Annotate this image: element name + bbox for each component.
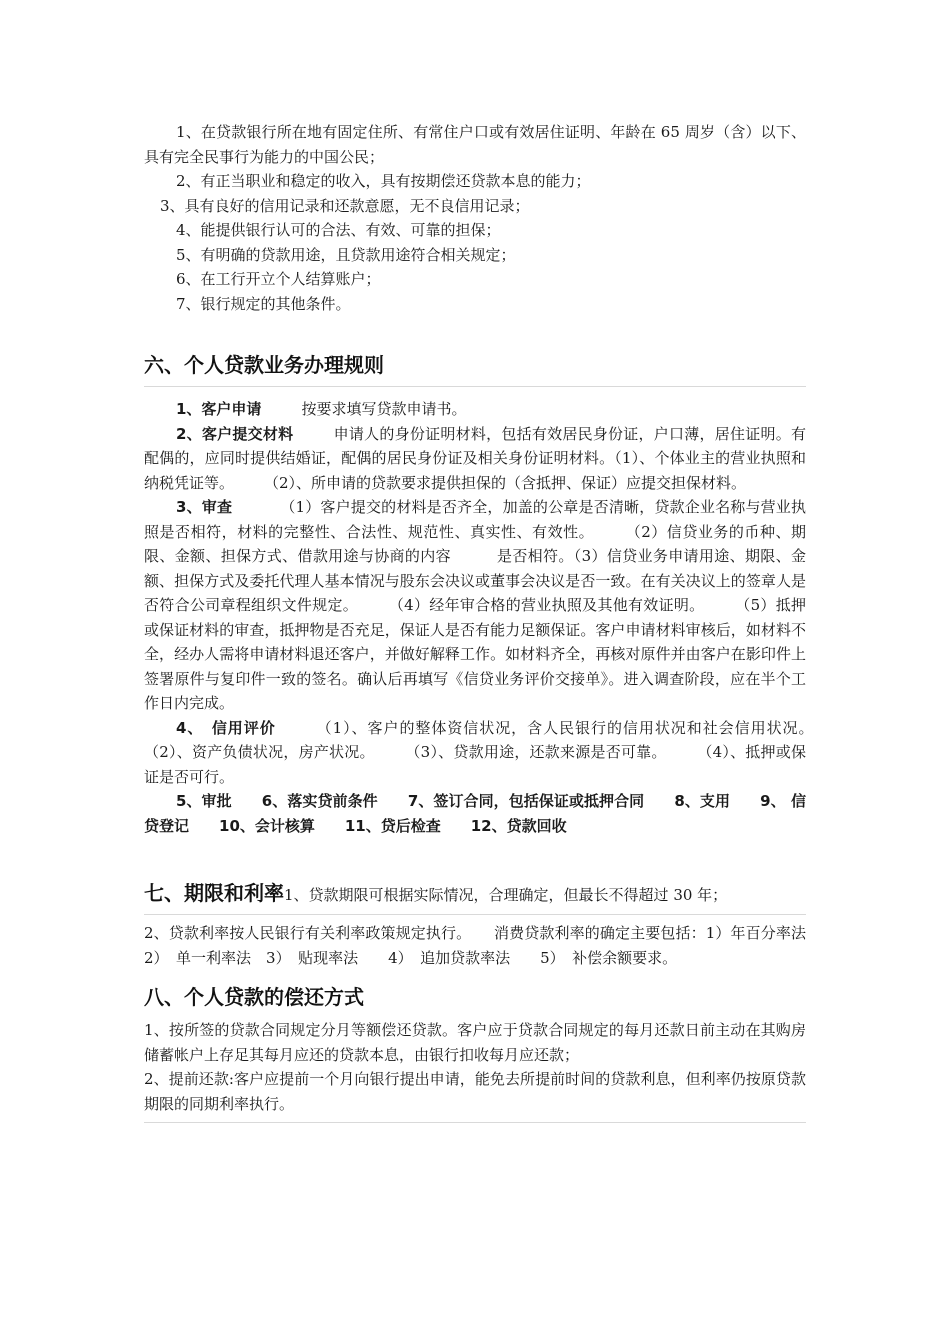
spacer [144, 316, 806, 350]
eligibility-item: 5、有明确的贷款用途，且贷款用途符合相关规定； [176, 245, 516, 264]
section-8-line-1: 1、按所签的贷款合同规定分月等额偿还贷款。客户应于贷款合同规定的每月还款日前主动在其购房储蓄帐户上存足其每月应还的贷款本息，由银行扣收每月应还款； [144, 1021, 806, 1064]
steps-rest: 5、审批 6、落实贷前条件 7、签订合同，包括保证或抵押合同 8、支用 9、 信贷登记 10、会计核算 11、贷后检查 12、贷款回收 [144, 792, 806, 835]
step-4-label: 4、 信用评价 [176, 718, 276, 737]
spacer [144, 838, 806, 878]
section-8-line-2: 2、提前还款:客户应提前一个月向银行提出申请，能免去所提前时间的贷款利息，但利率仍按原贷款期限的同期利率执行。 [144, 1067, 806, 1123]
eligibility-item: 4、能提供银行认可的合法、有效、可靠的担保； [176, 221, 501, 239]
eligibility-list [144, 120, 806, 316]
step-3-text: （1）客户提交的材料是否齐全，加盖的公章是否清晰，贷款企业名称与营业执照是否相符，材料的完整性、合法性、规范性、真实性、有效性。 （2）信贷业务的币种、期限、金额、担保方式、借款用途与协商的内容 是否相符。（3）信贷业务申请用途、期限、金额、担保方式及委托代理人基本情况与股东会决议或董事会决议是否一致。在有关决议上的签章人是否符合公司章程组织文件规定。 （4）经年审合格的营业执照及其他有效证明。 （5）抵押或保证材料的审查，抵押物是否充足，保证人是否有能力足额保证。客户申请材料审核后，如材料不全，经办人需将申请材料退还客户，并做好解释工作。如材料齐全，再核对原件并由客户在影印件上签署原件与复印件一致的签名。确认后再填写《信贷业务评价交接单》。进入调查阶段，应在半个工作日内完成。 [144, 498, 806, 712]
section-6-heading: 六、个人贷款业务办理规则 [144, 350, 806, 387]
step-1-label: 1、客户申请 [176, 400, 262, 418]
document-body [144, 120, 852, 1123]
step-3 [144, 495, 806, 716]
section-7 [144, 878, 806, 915]
section-8-heading: 八、个人贷款的偿还方式 [144, 985, 364, 1009]
step-2-text: 申请人的身份证明材料，包括有效居民身份证，户口薄，居住证明。有配偶的，应同时提供结婚证，配偶的居民身份证及相关身份证明材料。（1）、个体业主的营业执照和纳税凭证等。 （2）、所申请的贷款要求提供担保的（含抵押、保证）应提交担保材料。 [144, 424, 806, 492]
section-7-line-2: 2、贷款利率按人民银行有关利率政策规定执行。 消费贷款利率的确定主要包括：1）年百分率法 2） 单一利率法 3） 贴现率法 4） 追加贷款率法 5） 补偿余额要求。 [144, 924, 806, 967]
section-7-line-1: 1、贷款期限可根据实际情况，合理确定，但最长不得超过 30 年； [284, 886, 728, 904]
spacer [144, 387, 806, 397]
eligibility-item: 7、银行规定的其他条件。 [176, 294, 351, 313]
eligibility-item: 3、具有良好的信用记录和还款意愿，无不良信用记录； [160, 196, 530, 215]
section-7-heading: 七、期限和利率 [144, 881, 284, 905]
step-1-text: 按要求填写贷款申请书。 [301, 400, 467, 418]
step-1 [144, 397, 806, 422]
step-4-text: （1）、客户的整体资信状况，含人民银行的信用状况和社会信用状况。 （2）、资产负债状况，房产状况。 （3）、贷款用途，还款来源是否可靠。 （4）、抵押或保证是否可行。 [144, 718, 852, 786]
step-4 [144, 716, 852, 790]
step-2 [144, 422, 806, 496]
eligibility-item: 2、有正当职业和稳定的收入，具有按期偿还贷款本息的能力； [176, 172, 591, 190]
step-3-label: 3、审查 [176, 498, 233, 516]
step-2-label: 2、客户提交材料 [176, 424, 294, 443]
eligibility-item: 6、在工行开立个人结算账户； [176, 270, 381, 288]
spacer [144, 970, 806, 982]
eligibility-item: 1、在贷款银行所在地有固定住所、有常住户口或有效居住证明、年龄在 65 周岁（含）以下、具有完全民事行为能力的中国公民； [144, 123, 806, 166]
